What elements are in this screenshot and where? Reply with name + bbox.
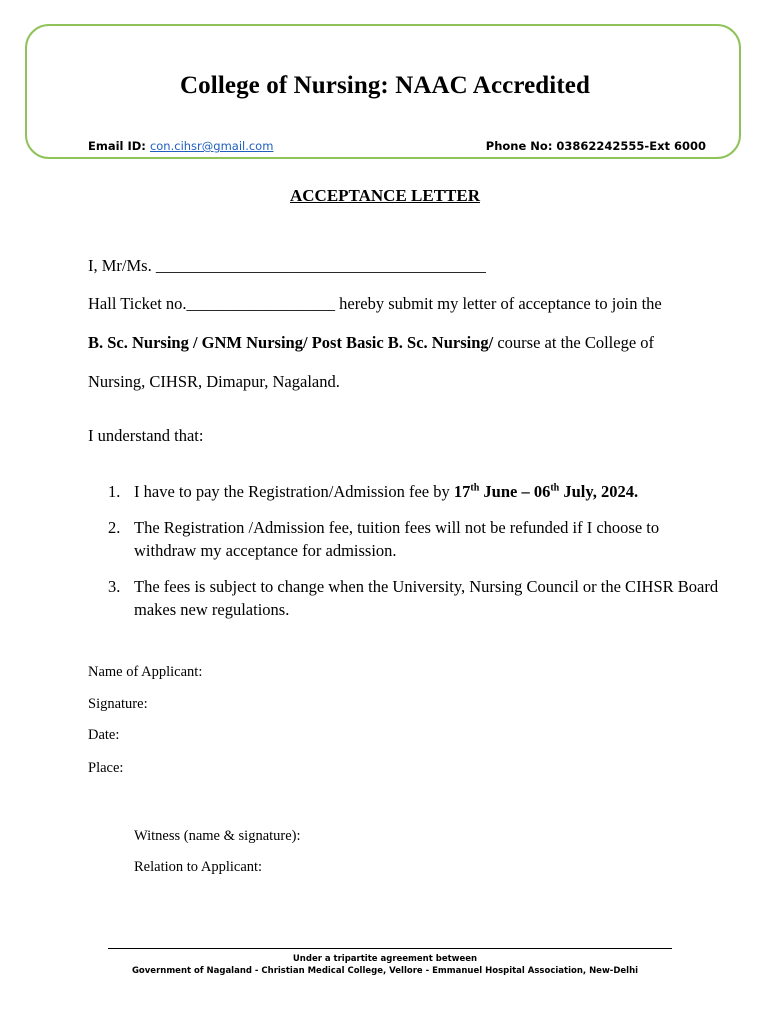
deadline-range: June – 06	[479, 482, 551, 501]
date-field: Date:	[88, 727, 120, 743]
ordinal-suffix: th	[550, 482, 560, 494]
course-names: B. Sc. Nursing / GNM Nursing/ Post Basic B. Sc. Nursing/	[88, 333, 494, 352]
applicant-name-line: I, Mr/Ms. ________________________________________	[88, 256, 486, 275]
fee-text: I have to pay the Registration/Admission fee by	[134, 482, 454, 501]
course-line	[88, 333, 728, 353]
college-title: College of Nursing: NAAC Accredited	[180, 72, 590, 99]
email-label: Email ID:	[88, 139, 146, 153]
email-link[interactable]: con.cihsr@gmail.com	[149, 139, 274, 153]
understand-line: I understand that:	[88, 426, 204, 445]
footer-line-2: Government of Nagaland - Christian Medical College, Vellore - Emmanuel Hospital Association, New-Delhi	[131, 966, 639, 976]
email-info	[88, 139, 273, 153]
signature-field: Signature:	[88, 696, 148, 712]
list-number: 1.	[108, 482, 121, 501]
deadline-end: July, 2024.	[559, 482, 639, 501]
hall-ticket-line: Hall Ticket no.__________________ hereby submit my letter of acceptance to join the	[88, 294, 662, 313]
relation-field: Relation to Applicant:	[134, 859, 263, 875]
ordinal-suffix: th	[470, 482, 480, 494]
footer-line-1: Under a tripartite agreement between	[292, 954, 478, 964]
witness-field: Witness (name & signature):	[134, 828, 301, 844]
list-number: 2.	[108, 518, 121, 537]
place-field: Place:	[88, 760, 124, 776]
list-text: The fees is subject to change when the University, Nursing Council or the CIHSR Board makes new regulations.	[134, 577, 719, 619]
phone-info: Phone No: 03862242555-Ext 6000	[485, 139, 706, 153]
list-text: The Registration /Admission fee, tuition fees will not be refunded if I choose to withdraw my acceptance for admission.	[134, 518, 660, 560]
name-of-applicant-field: Name of Applicant:	[88, 664, 203, 680]
course-line-rest: course at the College of	[493, 333, 655, 352]
deadline-start-day: 17	[453, 482, 471, 501]
list-text	[134, 480, 724, 503]
college-location-line: Nursing, CIHSR, Dimapur, Nagaland.	[88, 372, 340, 391]
list-number: 3.	[108, 577, 121, 596]
footer-divider	[108, 948, 672, 949]
letter-heading: ACCEPTANCE LETTER	[289, 186, 481, 205]
fee-deadline	[454, 482, 638, 501]
